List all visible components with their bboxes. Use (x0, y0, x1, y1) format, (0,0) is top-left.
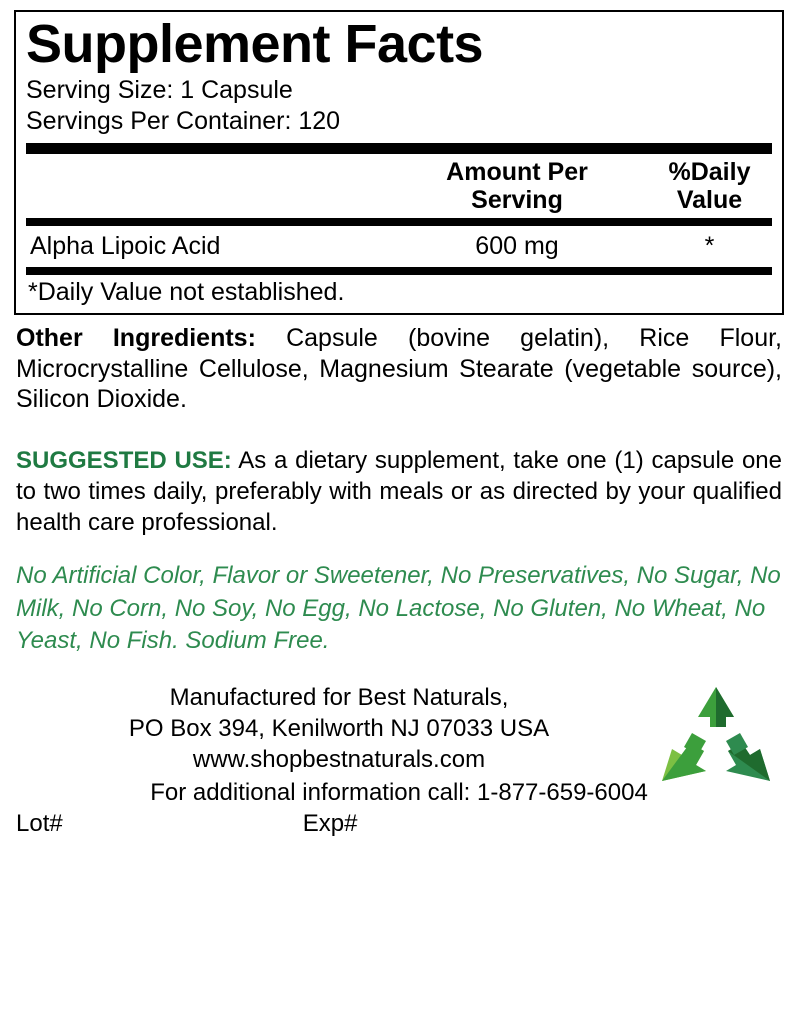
divider-thick-top (26, 143, 772, 154)
page-title: Supplement Facts (26, 14, 484, 74)
servings-per-container-text: Servings Per Container: 120 (26, 106, 341, 135)
other-ingredients-label: Other Ingredients: (16, 324, 256, 353)
nutrient-name: Alpha Lipoic Acid (30, 232, 221, 261)
supplement-facts-panel (14, 10, 784, 315)
serving-size-text: Serving Size: 1 Capsule (26, 75, 293, 104)
header-dv-line2: Value (676, 186, 743, 215)
header-amount-per-serving (387, 158, 647, 214)
divider-under-header (26, 218, 772, 226)
lot-exp-row (14, 810, 784, 838)
contact-line: For additional information call: 1-877-659-6004 (150, 778, 648, 806)
exp-label: Exp# (302, 810, 358, 838)
suggested-use (14, 445, 784, 539)
footer (14, 683, 784, 838)
facts-table-header (26, 154, 772, 218)
header-amount-line2: Serving (471, 186, 563, 215)
suggested-use-label: SUGGESTED USE: (16, 446, 232, 474)
header-amount-line1: Amount Per (446, 158, 588, 187)
header-daily-value (647, 158, 772, 214)
recycle-icon (656, 683, 776, 795)
website-line: www.shopbestnaturals.com (192, 745, 486, 773)
other-ingredients (14, 323, 784, 415)
table-row (26, 226, 772, 267)
lot-label: Lot# (16, 810, 63, 838)
divider-under-row (26, 267, 772, 275)
nutrient-daily-value: * (704, 232, 715, 261)
address-line: PO Box 394, Kenilworth NJ 07033 USA (128, 715, 550, 743)
free-from-claims: No Artificial Color, Flavor or Sweetener, No Preservatives, No Sugar, No Milk, No Corn, No Soy, No Egg, No Lactose, No Gluten, No Wheat, No Yeast, No Fish. Sodium Free. (16, 562, 781, 655)
daily-value-footnote: *Daily Value not established. (28, 278, 345, 307)
manufacturer-line: Manufactured for Best Naturals, (169, 684, 509, 712)
other-ingredients-text: Capsule (bovine gelatin), Rice Flour, Microcrystalline Cellulose, Magnesium Stearate (vegetable source), Silicon Dioxide. (16, 324, 782, 414)
suggested-use-text: As a dietary supplement, take one (1) capsule one to two times daily, preferably with meals or as directed by your qualified health care professional. (16, 446, 782, 537)
header-dv-line1: %Daily (668, 158, 751, 187)
nutrient-amount: 600 mg (475, 232, 559, 261)
